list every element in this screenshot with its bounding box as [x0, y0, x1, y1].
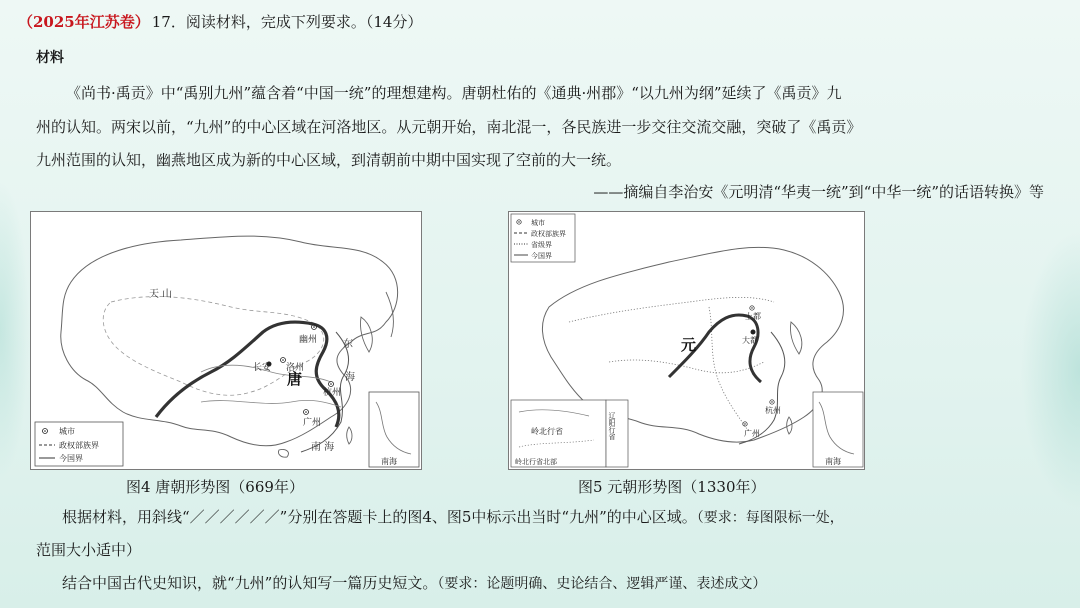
yuan-label-hangzhou: 杭州	[765, 406, 781, 415]
tang-label-nanhai: 南 海	[311, 442, 335, 453]
tang-legend-modern-border: 今国界	[59, 454, 83, 463]
tang-label-hangzhou: 杭州	[323, 388, 342, 398]
tang-label-hai: 海	[345, 372, 355, 383]
material-label: 材料	[36, 50, 64, 66]
tang-label-tianshan: 天 山	[149, 289, 173, 300]
exam-source-tag: （2025年江苏卷）	[18, 13, 150, 31]
yuan-legend-modern-border: 今国界	[531, 252, 552, 260]
yuan-map-drawing	[509, 212, 864, 469]
yuan-inset-caption: 岭北行省北部	[515, 458, 557, 466]
yuan-inset-label-nanhai: 南海	[825, 457, 841, 466]
tang-label-guangzhou: 广州	[303, 418, 322, 428]
yuan-legend-province-border: 省级界	[531, 241, 552, 249]
yuan-inset-label-lingbei: 岭北行省	[531, 427, 563, 436]
tang-label-luozhou: 洛州	[286, 363, 305, 373]
tang-legend-city: 城市	[59, 427, 75, 436]
yuan-label-guangzhou: 广州	[744, 429, 760, 438]
requirement-1	[36, 507, 844, 528]
tang-map-caption: 图4 唐朝形势图（669年）	[126, 478, 304, 496]
requirement-2-hint: （要求：论题明确、史论结合、逻辑严谨、表述成文）	[437, 576, 767, 592]
question-header	[18, 12, 422, 32]
yuan-legend-regime-border: 政权部族界	[531, 230, 566, 238]
yuan-label-dadu: 大都	[742, 336, 758, 345]
material-paragraph-line-3: 九州范围的认知，幽燕地区成为新的中心区域，到清朝前中期中国实现了空前的大一统。	[36, 151, 622, 169]
tang-label-tang: 唐	[287, 370, 303, 388]
material-paragraph-line-2: 州的认知。两宋以前，“九州”的中心区域在河洛地区。从元朝开始，南北混一，各民族进一步交往交流交融，突破了《禹贡》	[36, 118, 862, 136]
requirement-1-hint: （要求：每图限标一处，	[696, 510, 844, 526]
requirement-2-text: 结合中国古代史知识，就“九州”的认知写一篇历史短文。	[62, 574, 438, 592]
yuan-label-yuan: 元	[681, 336, 697, 354]
material-paragraph-line-1: 《尚书·禹贡》中“禹别九州”蕴含着“中国一统”的理想建构。唐朝杜佑的《通典·州郡》“以九州为纲”延续了《禹贡》九	[66, 84, 842, 102]
material-citation: ——摘编自李治安《元明清“华夷一统”到“中华一统”的话语转换》等	[593, 183, 1044, 201]
yuan-dynasty-map	[508, 211, 865, 470]
yuan-inset-label-liaoyang: 辽阳行省	[608, 412, 616, 440]
tang-dynasty-map	[30, 211, 422, 470]
question-stem: 17．阅读材料，完成下列要求。（14分）	[151, 13, 423, 31]
tang-map-drawing	[31, 212, 421, 469]
background-decoration-right	[1020, 230, 1080, 510]
tang-inset-label-nanhai: 南海	[381, 457, 397, 466]
tang-label-dong: 东	[343, 339, 353, 350]
tang-label-youzhou: 幽州	[299, 335, 318, 345]
requirement-1-hint-continued: 范围大小适中）	[36, 541, 142, 559]
yuan-label-shangdu: 上都	[745, 312, 761, 321]
yuan-legend-city: 城市	[531, 219, 545, 227]
background-decoration-left	[0, 180, 30, 480]
yuan-map-caption: 图5 元朝形势图（1330年）	[578, 478, 766, 496]
tang-label-changan: 长安	[253, 363, 272, 373]
requirement-2	[36, 573, 766, 594]
requirement-1-text: 根据材料，用斜线“／／／／／／”分别在答题卡上的图4、图5中标示出当时“九州”的中心区域。	[62, 508, 697, 526]
tang-legend-regime-border: 政权部族界	[59, 441, 99, 450]
